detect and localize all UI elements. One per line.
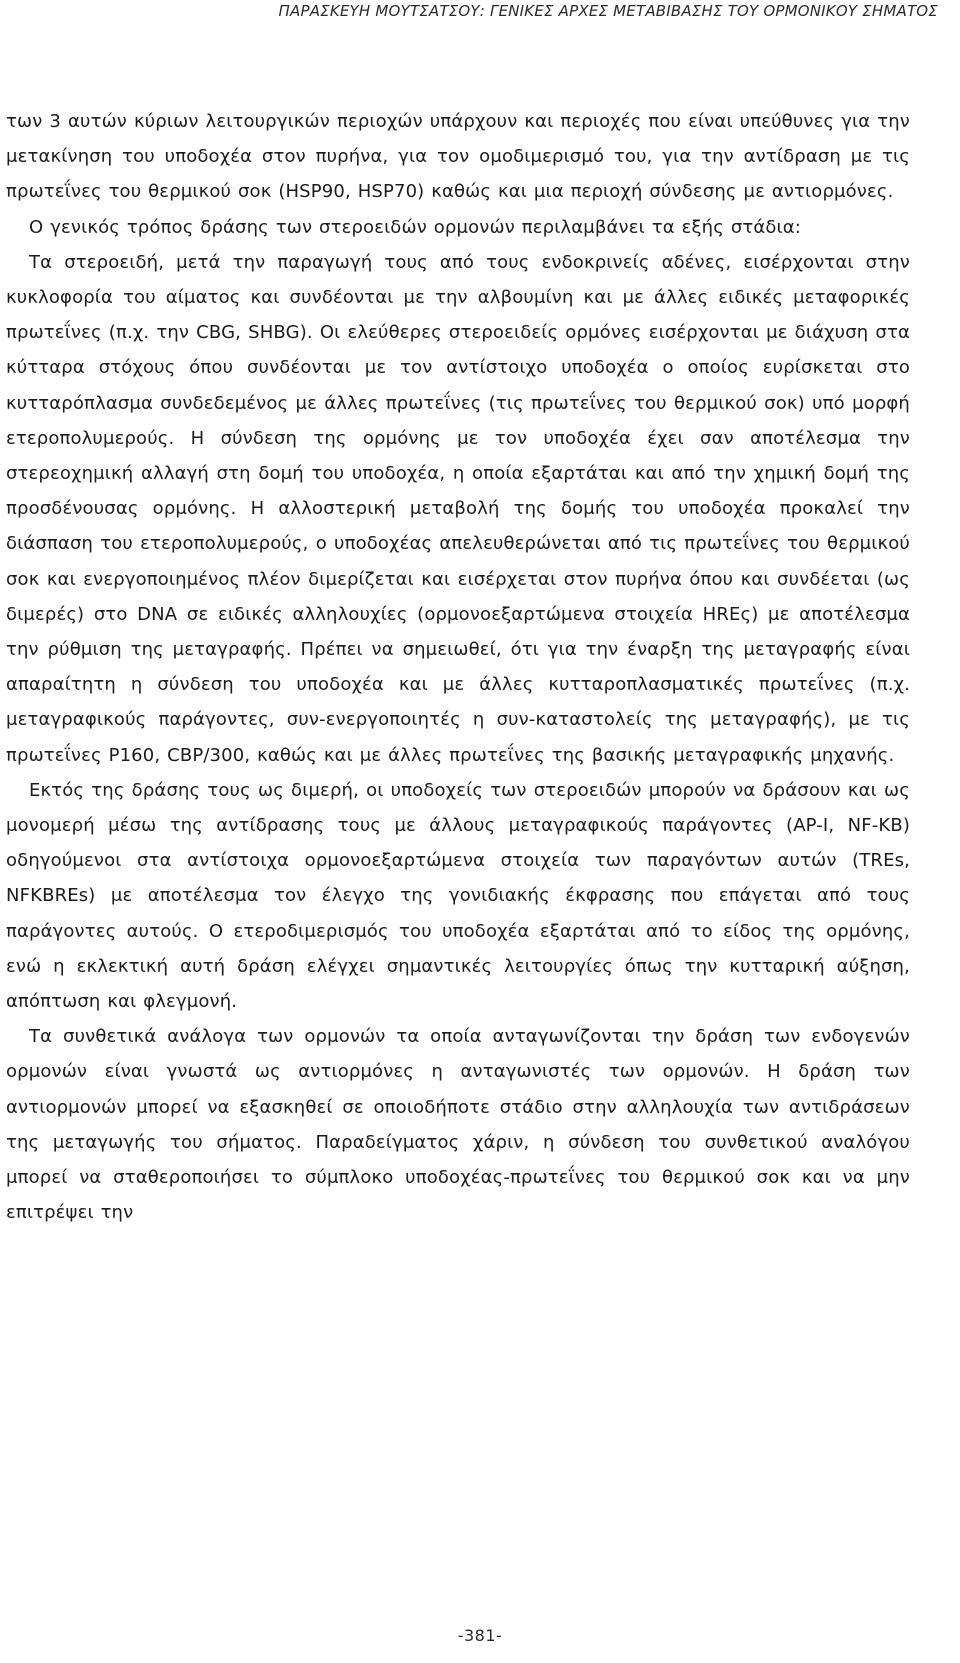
page-number: -381- bbox=[457, 1626, 503, 1645]
paragraph-continued: των 3 αυτών κύριων λειτουργικών περιοχών υπάρχουν και περιοχές που είναι υπεύθυνες για την μετακίνηση του υποδοχέα στον πυρήνα, για τον ομοδιμερισμό του, για την αντίδραση με τις πρωτεΐνες του θερμικού σοκ (HSP90, HSP70) καθώς και μια περιοχή σύνδεσης με αντιορμόνες. bbox=[6, 111, 910, 203]
paragraph-mode-of-action-intro: Ο γενικός τρόπος δράσης των στεροειδών ορμονών περιλαμβάνει τα εξής στάδια: bbox=[29, 216, 802, 238]
running-header: ΠΑΡΑΣΚΕΥΗ ΜΟΥΤΣΑΤΣΟΥ: ΓΕΝΙΚΕΣ ΑΡΧΕΣ ΜΕΤΑΒΙΒΑΣΗΣ ΤΟΥ ΟΡΜΟΝΙΚΟΥ ΣΗΜΑΤΟΣ bbox=[278, 2, 938, 20]
paragraph-antihormones: Τα συνθετικά ανάλογα των ορμονών τα οποία ανταγωνίζονται την δράση των ενδογενών ορμονών είναι γνωστά ως αντιορμόνες η ανταγωνιστές των ορμονών. Η δράση των αντιορμονών μπορεί να εξασκηθεί σε οποιοδήποτε στάδιο στην αλληλουχία των αντιδράσεων της μεταγωγής του σήματος. Παραδείγματος χάριν, η σύνδεση του συνθετικού αναλόγου μπορεί να σταθεροποιήσει το σύμπλοκο υποδοχέας-πρωτεΐνες του θερμικού σοκ και να μην επιτρέψει την bbox=[6, 1026, 910, 1224]
paragraph-steroid-pathway: Τα στεροειδή, μετά την παραγωγή τους από τους ενδοκρινείς αδένες, εισέρχονται στην κυκλοφορία του αίματος και συνδέονται με την αλβουμίνη και με άλλες ειδικές μεταφορικές πρωτεΐνες (π.χ. την CBG, SHBG). Οι ελεύθερες στεροειδείς ορμόνες εισέρχονται με διάχυση στα κύτταρα στόχους όπου συνδέονται με τον αντίστοιχο υποδοχέα ο οποίος ευρίσκεται στο κυτταρόπλασμα συνδεδεμένος με άλλες πρωτεΐνες (τις πρωτεΐνες του θερμικού σοκ) υπό μορφή ετεροπολυμερούς. Η σύνδεση της ορμόνης με τον υποδοχέα έχει σαν αποτέλεσμα την στερεοχημική αλλαγή στη δομή του υποδοχέα, η οποία εξαρτάται και από την χημική δομή της προσδένουσας ορμόνης. Η αλλοστερική μεταβολή της δομής του υποδοχέα προκαλεί την διάσπαση του ετεροπολυμερούς, ο υποδοχέας απελευθερώνεται από τις πρωτεΐνες του θερμικού σοκ και ενεργοποιημένος πλέον διμερίζεται και εισέρχεται στον πυρήνα όπου και συνδέεται (ως διμερές) στο DNA σε ειδικές αλληλουχίες (ορμονοεξαρτώμενα στοιχεία HREς) με αποτέλεσμα την ρύθμιση της μεταγραφής. Πρέπει να σημειωθεί, ότι για την έναρξη της μεταγραφής είναι απαραίτητη η σύνδεση του υποδοχέα και με άλλες κυτταροπλασματικές πρωτεΐνες (π.χ. μεταγραφικούς παράγοντες, συν-ενεργοποιητές η συν-καταστολείς της μεταγραφής), με τις πρωτεΐνες P160, CBP/300, καθώς και με άλλες πρωτεΐνες της βασικής μεταγραφικής μηχανής. bbox=[6, 251, 910, 766]
paragraph-monomer-action: Εκτός της δράσης τους ως διμερή, οι υποδοχείς των στεροειδών μπορούν να δράσουν και ως μονομερή μέσω της αντίδρασης τους με άλλους μεταγραφικούς παράγοντες (AP-I, NF-KB) οδηγούμενοι στα αντίστοιχα ορμονοεξαρτώμενα στοιχεία των παραγόντων αυτών (TREs, NFKBREs) με αποτέλεσμα τον έλεγχο της γονιδιακής έκφρασης που επάγεται από τους παράγοντες αυτούς. Ο ετεροδιμερισμός του υποδοχέα εξαρτάται από το είδος της ορμόνης, ενώ η εκλεκτική αυτή δράση ελέγχει σημαντικές λειτουργίες όπως την κυτταρική αύξηση, απόπτωση και φλεγμονή. bbox=[6, 779, 910, 1013]
body-text bbox=[6, 104, 910, 1231]
